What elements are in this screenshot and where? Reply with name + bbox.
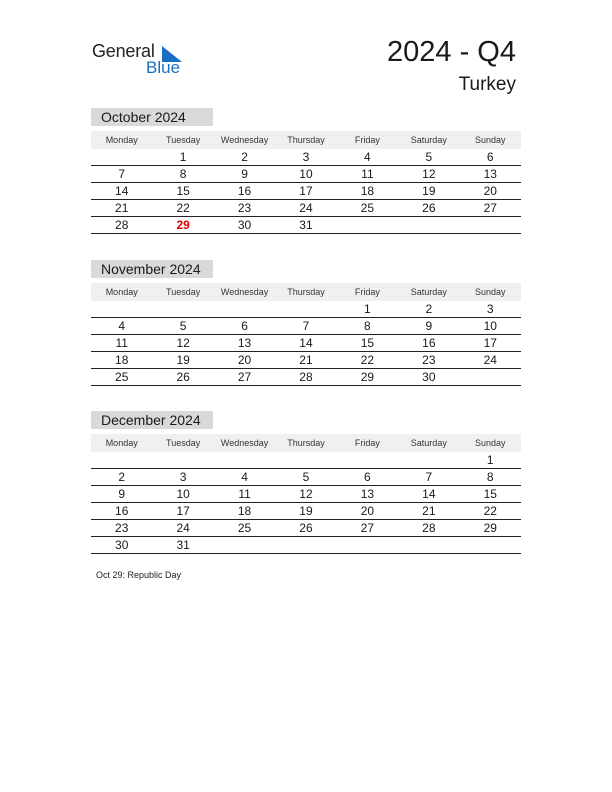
day-cell: 28	[422, 521, 436, 535]
week-row	[91, 200, 521, 217]
weekday-label: Saturday	[410, 438, 447, 448]
weekday-label: Wednesday	[220, 438, 269, 448]
day-cell: 12	[299, 487, 313, 501]
day-cell	[91, 452, 152, 468]
day-cell: 14	[299, 336, 313, 350]
day-cell: 5	[425, 150, 433, 164]
day-cell: 3	[486, 302, 494, 316]
week-row	[91, 217, 521, 234]
day-cell: 15	[360, 336, 375, 350]
day-cell	[214, 537, 275, 553]
day-cell: 2	[241, 150, 248, 164]
weekday-label: Monday	[105, 287, 138, 297]
day-cell: 4	[241, 470, 248, 484]
day-cell: 9	[425, 319, 433, 333]
weekday-label: Thursday	[287, 287, 325, 297]
day-cell: 22	[360, 353, 375, 367]
week-row	[91, 301, 521, 318]
day-cell: 3	[179, 470, 187, 484]
day-cell: 5	[179, 319, 187, 333]
day-cell: 13	[237, 336, 252, 350]
day-cell	[91, 149, 152, 165]
month-calendar	[91, 260, 521, 386]
day-cell: 26	[422, 201, 436, 215]
day-cell	[398, 537, 459, 553]
weekday-header-row	[91, 283, 521, 301]
weekday-label: Sunday	[474, 287, 506, 297]
month-title: November 2024	[91, 260, 213, 278]
day-cell: 19	[422, 184, 436, 198]
day-cell: 24	[299, 201, 313, 215]
month-title: December 2024	[91, 411, 213, 429]
day-cell	[398, 452, 459, 468]
day-cell: 27	[360, 521, 375, 535]
day-cell: 28	[299, 370, 313, 384]
day-cell: 24	[483, 353, 497, 367]
day-cell: 13	[483, 167, 497, 181]
day-cell: 31	[299, 218, 313, 232]
day-cell: 18	[360, 184, 375, 198]
week-row	[91, 520, 521, 537]
day-cell: 18	[237, 504, 252, 518]
day-cell	[214, 452, 275, 468]
weekday-label: Saturday	[410, 135, 447, 145]
week-row	[91, 503, 521, 520]
month-calendar	[91, 411, 521, 554]
day-cell: 27	[483, 201, 497, 215]
weekday-label: Monday	[105, 135, 138, 145]
day-cell: 15	[483, 487, 497, 501]
day-cell: 25	[115, 370, 129, 384]
logo-text-blue: Blue	[146, 58, 181, 77]
logo-text-general: General	[92, 41, 155, 61]
day-cell: 30	[115, 538, 129, 552]
day-cell: 17	[483, 336, 497, 350]
weekday-label: Wednesday	[220, 135, 269, 145]
generalblue-logo	[92, 41, 192, 81]
day-cell: 10	[299, 167, 313, 181]
day-cell: 20	[483, 184, 497, 198]
day-cell: 26	[176, 370, 190, 384]
day-cell: 11	[238, 487, 251, 501]
day-cell: 16	[237, 184, 252, 198]
day-cell	[275, 537, 336, 553]
weekday-header-row	[91, 434, 521, 452]
day-cell: 3	[302, 150, 310, 164]
day-cell: 26	[299, 521, 313, 535]
day-cell	[337, 452, 398, 468]
day-cell	[398, 217, 459, 233]
weekday-label: Wednesday	[220, 287, 269, 297]
day-cell: 25	[237, 521, 252, 535]
month-title: October 2024	[91, 108, 213, 126]
day-cell	[91, 301, 152, 317]
day-cell: 1	[486, 453, 494, 467]
day-cell: 16	[115, 504, 129, 518]
day-cell: 7	[425, 470, 433, 484]
day-cell: 19	[299, 504, 313, 518]
day-cell: 29	[483, 521, 497, 535]
day-cell: 31	[176, 538, 190, 552]
weekday-label: Saturday	[410, 287, 447, 297]
day-cell: 1	[179, 150, 187, 164]
weekday-label: Thursday	[287, 438, 325, 448]
day-cell: 29	[360, 370, 375, 384]
day-cell: 14	[422, 487, 436, 501]
day-cell	[152, 301, 213, 317]
week-row	[91, 335, 521, 352]
holiday-day-cell: 29	[176, 218, 190, 232]
day-cell: 19	[176, 353, 190, 367]
day-cell	[460, 217, 521, 233]
day-cell	[460, 537, 521, 553]
day-cell: 5	[302, 470, 310, 484]
day-cell: 18	[115, 353, 129, 367]
day-cell: 28	[115, 218, 129, 232]
weekday-label: Monday	[105, 438, 138, 448]
day-cell: 9	[241, 167, 248, 181]
day-cell: 2	[118, 470, 126, 484]
country-name: Turkey	[458, 74, 516, 95]
weekday-label: Sunday	[474, 135, 506, 145]
day-cell: 22	[176, 201, 190, 215]
day-cell	[275, 301, 336, 317]
day-cell: 23	[237, 201, 252, 215]
week-row	[91, 149, 521, 166]
day-cell: 12	[422, 167, 436, 181]
holiday-note: Oct 29: Republic Day	[96, 570, 182, 580]
week-row	[91, 352, 521, 369]
day-cell: 30	[422, 370, 436, 384]
day-cell: 8	[179, 167, 187, 181]
week-row	[91, 537, 521, 554]
day-cell: 20	[360, 504, 375, 518]
day-cell: 2	[425, 302, 433, 316]
weekday-label: Friday	[354, 287, 380, 297]
day-cell	[337, 217, 398, 233]
day-cell: 11	[361, 167, 374, 181]
weekday-header-row	[91, 131, 521, 149]
day-cell: 13	[360, 487, 375, 501]
day-cell: 12	[176, 336, 190, 350]
weekday-label: Tuesday	[166, 287, 201, 297]
day-cell: 11	[115, 336, 128, 350]
day-cell	[214, 301, 275, 317]
week-row	[91, 486, 521, 503]
day-cell: 8	[486, 470, 494, 484]
weekday-label: Sunday	[474, 438, 506, 448]
day-cell: 16	[422, 336, 436, 350]
day-cell: 23	[422, 353, 436, 367]
week-row	[91, 469, 521, 486]
weekday-label: Tuesday	[166, 135, 201, 145]
day-cell: 6	[241, 319, 248, 333]
day-cell: 15	[176, 184, 190, 198]
week-row	[91, 318, 521, 335]
month-calendar	[91, 108, 521, 234]
day-cell: 14	[115, 184, 129, 198]
day-cell: 22	[483, 504, 497, 518]
day-cell: 21	[422, 504, 436, 518]
day-cell: 10	[483, 319, 497, 333]
day-cell: 23	[115, 521, 129, 535]
day-cell: 9	[118, 487, 126, 501]
weekday-label: Friday	[354, 438, 380, 448]
week-row	[91, 369, 521, 386]
week-row	[91, 166, 521, 183]
weekday-label: Tuesday	[166, 438, 201, 448]
day-cell: 21	[115, 201, 129, 215]
day-cell: 24	[176, 521, 190, 535]
day-cell: 8	[364, 319, 371, 333]
day-cell: 6	[486, 150, 494, 164]
day-cell: 7	[118, 167, 126, 181]
weekday-label: Thursday	[287, 135, 325, 145]
day-cell	[460, 369, 521, 385]
day-cell: 6	[364, 470, 371, 484]
day-cell: 10	[176, 487, 190, 501]
day-cell: 27	[237, 370, 252, 384]
day-cell: 4	[364, 150, 371, 164]
day-cell: 4	[118, 319, 126, 333]
day-cell: 21	[299, 353, 313, 367]
day-cell: 17	[176, 504, 190, 518]
week-row	[91, 452, 521, 469]
weekday-label: Friday	[354, 135, 380, 145]
day-cell: 30	[237, 218, 252, 232]
day-cell	[337, 537, 398, 553]
page-title: 2024 - Q4	[387, 36, 516, 68]
day-cell: 7	[302, 319, 310, 333]
day-cell: 20	[237, 353, 252, 367]
day-cell	[275, 452, 336, 468]
week-row	[91, 183, 521, 200]
day-cell: 25	[360, 201, 375, 215]
day-cell: 1	[364, 302, 371, 316]
day-cell	[152, 452, 213, 468]
day-cell: 17	[299, 184, 313, 198]
